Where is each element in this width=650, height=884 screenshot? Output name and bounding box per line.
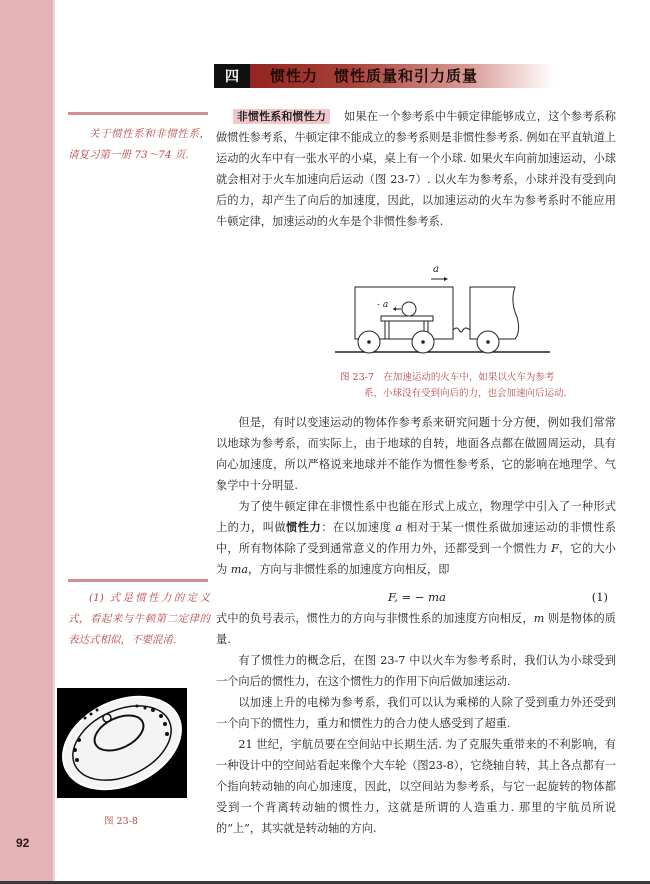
coupler	[453, 328, 470, 332]
paragraph-1-text: 如果在一个参考系中牛顿定律能够成立，这个参考系称做惯性参考系，牛顿定律不能成立的参考系则是非惯性参考系. 例如在平直轨道上运动的火车中有一张水平的小桌，桌上有一个小球. 如果火车向前加速运动，小球就会相对于火车加速向后运动（图 23-7）. 以火车为参考系，小球并没有受到向后的力，却产生了向后的加速度，因此，以加速运动的火车为参考系时不能应用牛顿定律，加速运动的火车是个非惯性参考系.	[216, 110, 616, 228]
table-leg	[385, 321, 389, 339]
formula-tag: (1)	[591, 590, 608, 604]
train-accel-label: a	[433, 264, 439, 275]
caption-line-2: 系，小球没有受到向后的力，也会加速向后运动.	[364, 388, 567, 399]
paragraph-2: 但是，有时以变速运动的物体作参考系来研究问题十分方便，例如我们常常以地球为参考系，而实际上，由于地球的自转，地面各点都在做圆周运动，具有向心加速度，所以严格说来地球并不能作为惯性参考系，它的影响在地理学、气象学中十分明显.	[216, 416, 616, 492]
table-top	[381, 316, 433, 321]
term-inertial-force: 惯性力	[286, 521, 322, 534]
train-accel-arrow	[444, 277, 448, 281]
side-note-rule	[68, 579, 208, 582]
train-car-2	[470, 287, 519, 339]
ball	[402, 302, 416, 316]
margin-strip-edge	[53, 0, 55, 882]
section-number: 四	[214, 64, 250, 88]
paragraph-6: 以加速上升的电梯为参考系，我们可以认为乘梯的人除了受到重力外还受到一个向下的惯性力，重力和惯性力的合力使人感受到了超重.	[216, 696, 616, 730]
side-note-definition: (1) 式是惯性力的定义式，看起来与牛顿第二定律的表达式相似，不要混淆.	[68, 592, 210, 646]
side-note-rule	[68, 112, 208, 115]
paragraph-1	[216, 106, 616, 232]
paragraph-4: 式中的负号表示，惯性力的方向与非惯性系的加速度方向相反，m 则是物体的质量.	[216, 612, 616, 646]
formula-expression: F, = − ma	[388, 590, 446, 604]
page-margin-strip	[0, 0, 53, 882]
formula-inertial-force	[216, 590, 616, 610]
section-header	[214, 64, 554, 88]
main-text-block-2	[216, 412, 616, 580]
main-text-block-1	[216, 106, 616, 232]
section-title: 惯性力 惯性质量和引力质量	[270, 67, 479, 85]
paragraph-3: 为了使牛顿定律在非惯性系中也能在形式上成立，物理学中引入了一种形式上的力，叫做惯性力：在以加速度 a 相对于某一惯性系做加速运动的非惯性系中，所有物体除了受到通常意义的作用力外，还都受到一个惯性力 F，它的大小为 ma，方向与非惯性系的加速度方向相反，即	[216, 500, 616, 576]
caption-line-1: 图 23-7 在加速运动的火车中，如果以火车为参考	[340, 372, 555, 383]
figure-space-station-photo	[57, 688, 187, 798]
paragraph-7: 21 世纪，宇航员要在空间站中长期生活. 为了克服失重带来的不利影响，有一种设计中的空间站看起来像个大车轮（图23-8），它绕轴自转，其上各点都有一个指向转动轴的向心加速度，因此，以空间站为参考系，与它一起旋转的物体都受到一个背离转动轴的惯性力，这就是所谓的人造重力. 那里的宇航员所说的“上”，其实就是转动轴的方向.	[216, 738, 616, 835]
paragraph-5: 有了惯性力的概念后，在图 23-7 中以火车为参考系时，我们认为小球受到一个向后的惯性力，在这个惯性力的作用下向后做加速运动.	[216, 654, 616, 688]
ball-accel-label: - a	[377, 300, 389, 310]
subheading: 非惯性系和惯性力	[233, 109, 330, 124]
main-text-block-3	[216, 608, 616, 839]
figure-train-diagram	[335, 262, 550, 357]
page-number: 92	[16, 836, 30, 850]
figure-23-8-caption: 图 23-8	[104, 816, 138, 827]
side-note-review: 关于惯性系和非惯性系，请复习第一册 73～74 页.	[68, 128, 210, 161]
figure-23-7-caption	[340, 370, 567, 402]
